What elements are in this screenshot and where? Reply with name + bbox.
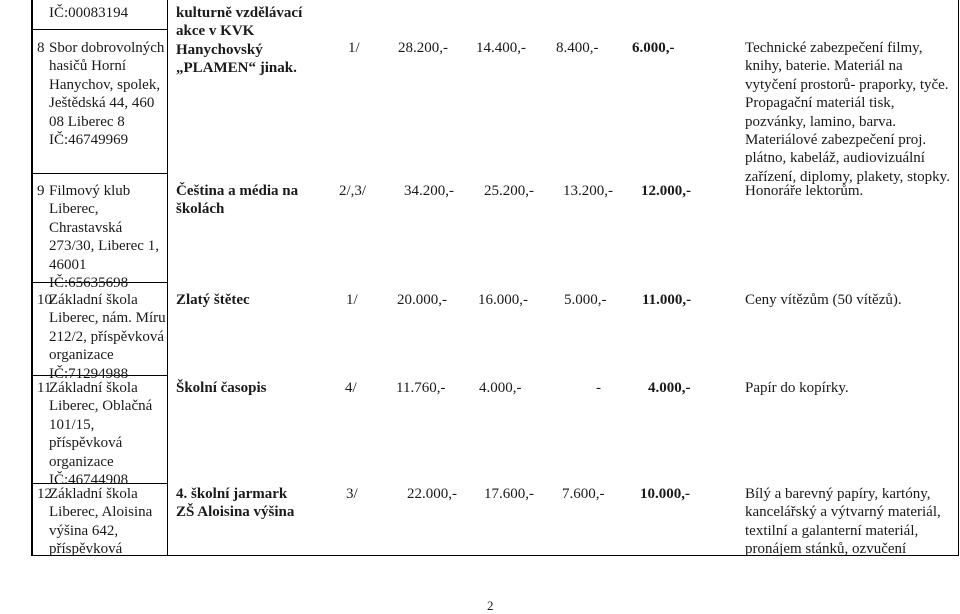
grant-table bbox=[31, 0, 959, 556]
row-purpose: Papír do kopírky. bbox=[745, 380, 849, 396]
row-priority: 2/,3/ bbox=[339, 183, 367, 199]
row-priority: 3/ bbox=[346, 486, 358, 502]
row-own-resources: 7.600,- bbox=[562, 486, 605, 502]
row-organization: Základní škola Liberec, nám. Míru 212/2, příspěvková organizace IČ:71294988 bbox=[49, 292, 166, 382]
row-number: 8 bbox=[37, 40, 45, 56]
row-organization: Základní škola Liberec, Aloisina výšina 642, příspěvková bbox=[49, 486, 153, 558]
table-border-left bbox=[32, 0, 33, 555]
row-purpose: Bílý a barevný papíry, kartóny, kancelářský a výtvarný materiál, textilní a galanterní materiál, pronájem stánků, ozvučení bbox=[745, 486, 941, 558]
row-action: kulturně vzdělávací akce v KVK Hanychovský „PLAMEN“ jinak. bbox=[176, 5, 303, 77]
row-cost-requested: 25.200,- bbox=[484, 183, 534, 199]
row-priority: 1/ bbox=[346, 292, 358, 308]
row-cost-requested: 16.000,- bbox=[478, 292, 528, 308]
row-grant: 10.000,- bbox=[640, 486, 690, 502]
row-organization: Sbor dobrovolných hasičů Horní Hanychov, spolek, Ještědská 44, 460 08 Liberec 8 IČ:46749969 bbox=[49, 40, 165, 149]
row-action: Zlatý štětec bbox=[176, 292, 250, 308]
page-number: 2 bbox=[487, 598, 494, 613]
row-own-resources: 8.400,- bbox=[556, 40, 599, 56]
row-cost-total: 34.200,- bbox=[404, 183, 454, 199]
row-own-resources: 5.000,- bbox=[564, 292, 607, 308]
row-divider bbox=[32, 173, 167, 174]
row-organization: Základní škola Liberec, Oblačná 101/15, příspěvková organizace IČ:46744908 bbox=[49, 380, 153, 489]
row-action: Školní časopis bbox=[176, 380, 267, 396]
row-cost-total: 22.000,- bbox=[407, 486, 457, 502]
row-cost-total: 20.000,- bbox=[397, 292, 447, 308]
row-cost-total: 28.200,- bbox=[398, 40, 448, 56]
row-number: 11 bbox=[37, 380, 52, 396]
row-priority: 4/ bbox=[345, 380, 357, 396]
row-purpose: Technické zabezpečení filmy, knihy, baterie. Materiál na vytyčení prostorů- praporky, tyče. Propagační materiál tisk, pozvánky, lamino, barva. Materiálové zabezpečení proj. plátno, kabeláž, audiovizuální zařízení, diplomy, plakety, stopky. bbox=[745, 40, 950, 185]
row-organization: Filmový klub Liberec, Chrastavská 273/30, Liberec 1, 46001 IČ:65635698 bbox=[49, 183, 159, 292]
row-grant: 11.000,- bbox=[642, 292, 692, 308]
row-organization: IČ:00083194 bbox=[49, 5, 129, 21]
row-cost-requested: 17.600,- bbox=[484, 486, 534, 502]
row-grant: 12.000,- bbox=[641, 183, 691, 199]
row-divider bbox=[32, 29, 167, 30]
row-action: 4. školní jarmark ZŠ Aloisina výšina bbox=[176, 486, 295, 521]
row-purpose: Ceny vítězům (50 vítězů). bbox=[745, 292, 902, 308]
row-grant: 6.000,- bbox=[632, 40, 675, 56]
row-action: Čeština a média na školách bbox=[176, 183, 299, 218]
row-priority: 1/ bbox=[348, 40, 360, 56]
row-number: 12 bbox=[37, 486, 52, 502]
column-divider-organization bbox=[167, 0, 168, 555]
row-number: 9 bbox=[37, 183, 45, 199]
row-grant: 4.000,- bbox=[648, 380, 691, 396]
row-cost-requested: 14.400,- bbox=[476, 40, 526, 56]
row-cost-total: 11.760,- bbox=[396, 380, 446, 396]
row-number: 10 bbox=[37, 292, 52, 308]
row-cost-requested: 4.000,- bbox=[479, 380, 522, 396]
row-purpose: Honoráře lektorům. bbox=[745, 183, 864, 199]
row-own-resources: - bbox=[596, 380, 601, 396]
row-own-resources: 13.200,- bbox=[563, 183, 613, 199]
